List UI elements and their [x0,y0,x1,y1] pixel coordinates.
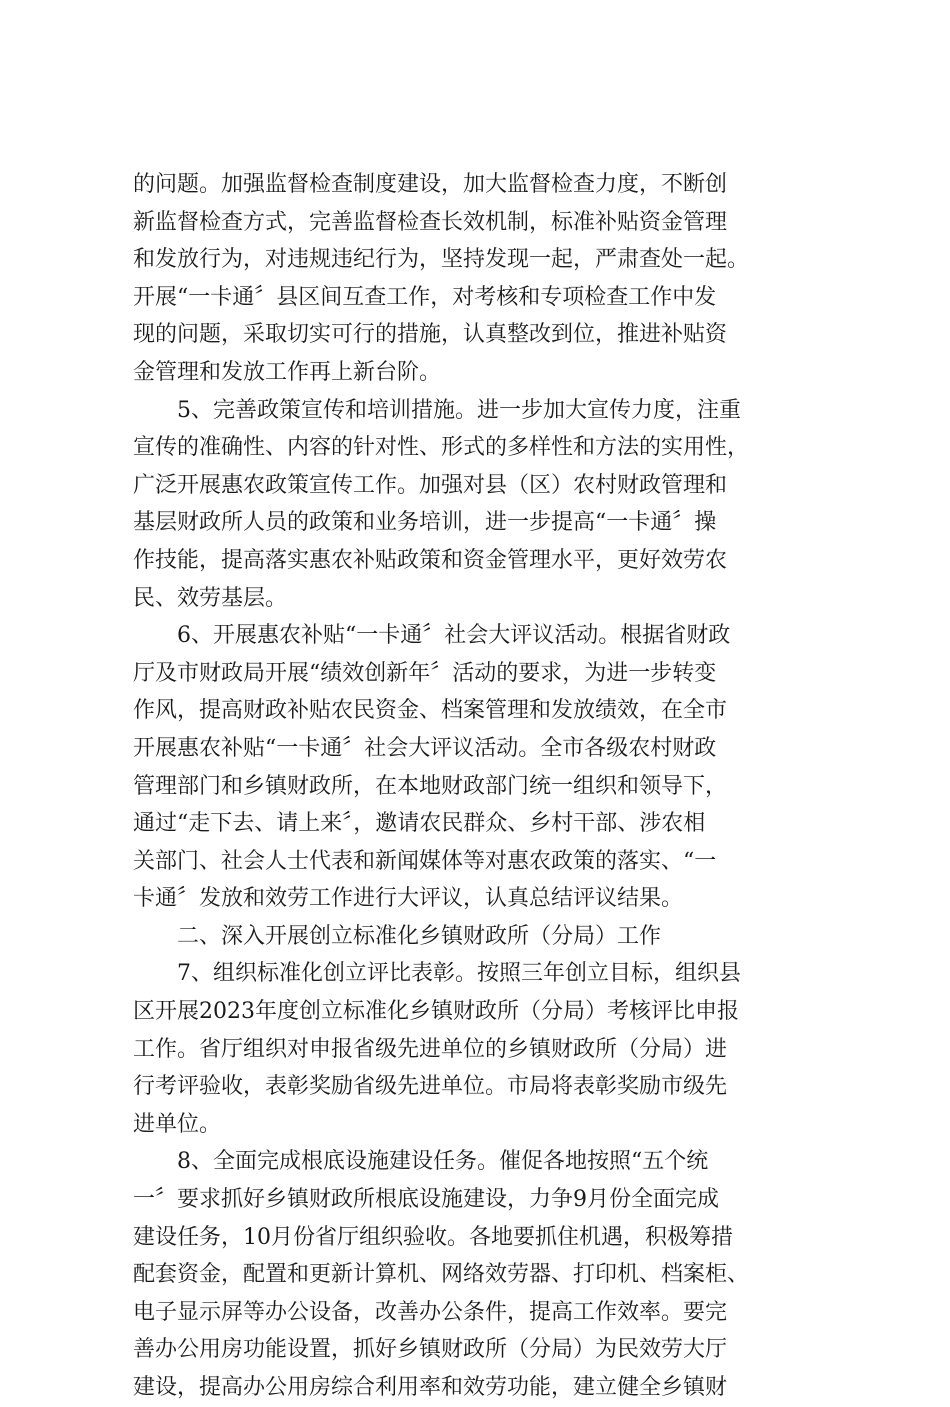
text-line: 宣传的准确性、内容的针对性、形式的多样性和方法的实用性， [133,435,750,461]
text-line: 开展惠农补贴“一卡通〞社会大评议活动。全市各级农村财政 [133,735,717,761]
text-line: 6、开展惠农补贴“一卡通〞社会大评议活动。根据省财政 [177,623,731,649]
text-line: 卡通〞发放和效劳工作进行大评议，认真总结评议结果。 [133,886,684,912]
text-line: 厅及市财政局开展“绩效创新年〞活动的要求，为进一步转变 [133,660,717,686]
text-line: 电子显示屏等办公设备，改善办公条件，提高工作效率。要完 [133,1299,728,1325]
text-line: 7、组织标准化创立评比表彰。按照三年创立目标，组织县 [177,961,741,987]
text-line: 进单位。 [133,1111,222,1137]
text-line: 建设任务，10月份省厅组织验收。各地要抓住机遇，积极筹措 [133,1224,733,1250]
text-line: 二、深入开展创立标准化乡镇财政所（分局）工作 [177,923,662,949]
text-line: 工作。省厅组织对申报省级先进单位的乡镇财政所（分局）进 [133,1036,728,1062]
text-line: 民、效劳基层。 [133,585,288,611]
document-body [133,166,833,1407]
text-line: 关部门、社会人士代表和新闻媒体等对惠农政策的落实、“一 [133,848,717,874]
text-line: 管理部门和乡镇财政所，在本地财政部门统一组织和领导下， [133,773,728,799]
text-line: 作风，提高财政补贴农民资金、档案管理和发放绩效，在全市 [133,698,728,724]
text-line: 新监督检查方式，完善监督检查长效机制，标准补贴资金管理 [133,209,728,235]
text-line: 开展“一卡通〞县区间互查工作，对考核和专项检查工作中发 [133,284,717,310]
text-line: 作技能，提高落实惠农补贴政策和资金管理水平，更好效劳农 [133,547,728,573]
text-line: 通过“走下去、请上来〞，邀请农民群众、乡村干部、涉农相 [133,811,706,837]
text-line: 8、全面完成根底设施建设任务。催促各地按照“五个统 [177,1149,709,1175]
text-line: 区开展2023年度创立标准化乡镇财政所（分局）考核评比申报 [133,999,739,1025]
text-line: 广泛开展惠农政策宣传工作。加强对县（区）农村财政管理和 [133,472,728,498]
text-line: 和发放行为，对违规违纪行为，坚持发现一起，严肃查处一起。 [133,247,750,273]
text-line: 的问题。加强监督检查制度建设，加大监督检查力度，不断创 [133,172,728,197]
text-line: 现的问题，采取切实可行的措施，认真整改到位，推进补贴资 [133,322,728,348]
text-line: 5、完善政策宣传和培训措施。进一步加大宣传力度，注重 [177,397,741,423]
text-line: 配套资金，配置和更新计算机、网络效劳器、打印机、档案柜、 [133,1262,750,1288]
text-line: 善办公用房功能设置，抓好乡镇财政所（分局）为民效劳大厅 [133,1337,728,1363]
text-line: 基层财政所人员的政策和业务培训，进一步提高“一卡通〞操 [133,510,717,536]
text-line: 建设，提高办公用房综合利用率和效劳功能，建立健全乡镇财 [133,1375,728,1400]
text-line: 金管理和发放工作再上新台阶。 [133,359,442,385]
text-line: 行考评验收，表彰奖励省级先进单位。市局将表彰奖励市级先 [133,1074,728,1100]
text-line: 一〞要求抓好乡镇财政所根底设施建设，力争9月份全面完成 [133,1187,719,1213]
